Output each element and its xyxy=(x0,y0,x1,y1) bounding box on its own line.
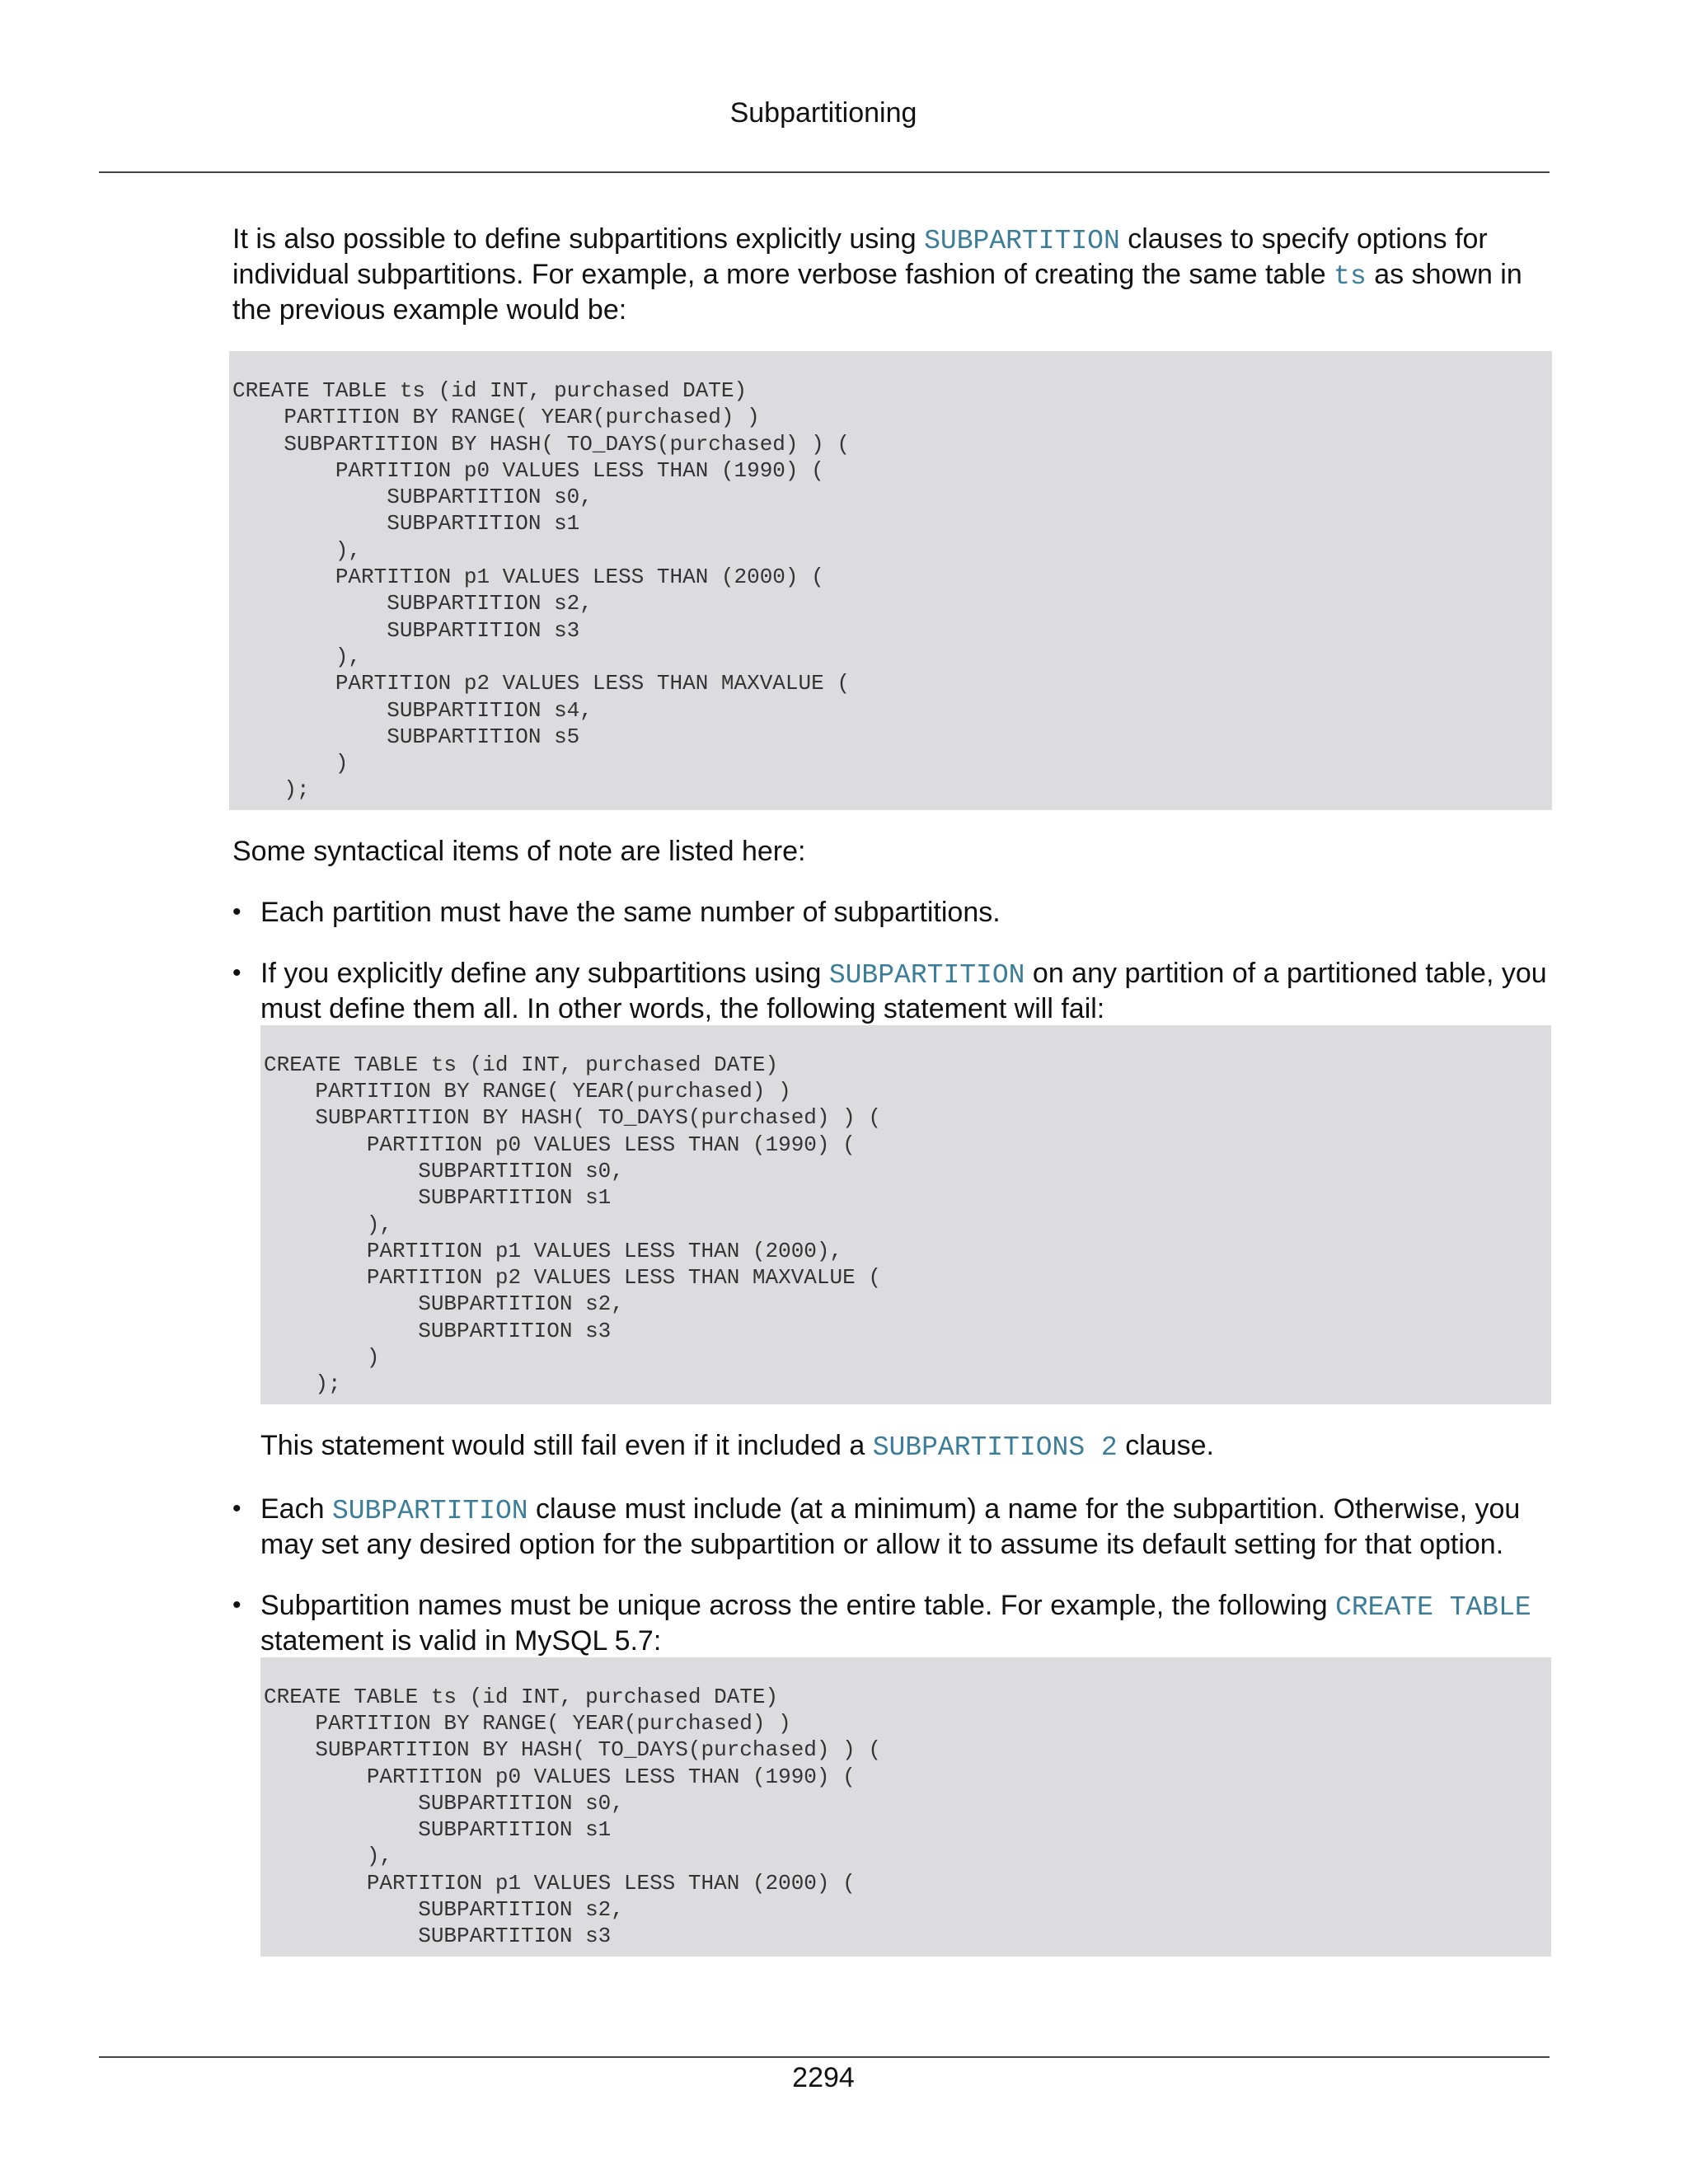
notes-intro-paragraph: Some syntactical items of note are listed here: xyxy=(232,835,806,867)
list-item-name-required xyxy=(232,1493,1551,1561)
text-segment: Each xyxy=(260,1493,332,1525)
footer-divider xyxy=(99,2056,1550,2058)
intro-text-1: It is also possible to define subpartitions explicitly using xyxy=(232,223,925,255)
bullet-icon: • xyxy=(232,1494,241,1522)
text-segment: If you explicitly define any subpartitions using xyxy=(260,957,829,989)
list-item-text xyxy=(260,1589,1551,1657)
list-item-followup-text xyxy=(260,1429,1551,1465)
inline-code-subpartitions-2: SUBPARTITIONS 2 xyxy=(872,1432,1118,1463)
intro-text-2: clauses to specify options for individual subpartitions. For example, a more verbose fashion of creating the same table xyxy=(232,223,1488,290)
list-item-define-all xyxy=(232,957,1551,1465)
text-segment: clause must include (at a minimum) a name for the subpartition. Otherwise, you may set any desired option for the subpartition or allow it to assume its default setting for that option. xyxy=(260,1493,1521,1560)
list-item-unique-names xyxy=(232,1589,1551,1957)
text-segment: clause. xyxy=(1117,1429,1214,1461)
intro-text-3: as shown in the previous example would be: xyxy=(232,259,1522,326)
list-item-same-number xyxy=(232,896,1551,929)
bullet-icon: • xyxy=(232,898,241,926)
list-item-text xyxy=(260,1493,1551,1561)
list-item-text: Each partition must have the same number of subpartitions. xyxy=(260,896,1001,928)
inline-code-subpartition: SUBPARTITION xyxy=(331,1495,528,1526)
main-content xyxy=(232,223,1551,1985)
page-number: 2294 xyxy=(792,2062,855,2093)
page-header-title: Subpartitioning xyxy=(729,97,917,129)
text-segment: Subpartition names must be unique across the entire table. For example, the following xyxy=(260,1589,1336,1621)
inline-code-subpartition: SUBPARTITION xyxy=(828,959,1025,991)
text-segment: on any partition of a partitioned table, you must define them all. In other words, the following statement will fail: xyxy=(260,957,1547,1024)
text-segment: statement is valid in MySQL 5.7: xyxy=(260,1624,662,1657)
code-block-verbose-example: CREATE TABLE ts (id INT, purchased DATE) PARTITION BY RANGE( YEAR(purchased) ) SUBPARTITION BY HASH( TO_DAYS(purchased) ) ( PARTITION p0 VALUES LESS THAN (1990) ( SUBPARTITION s0, SUBPARTITION s1 ), PARTITION p1 VALUES LESS THAN (2000) ( SUBPARTITION s2, SUBPARTITION s3 ), PARTITION p2 VALUES LESS THAN MAXVALUE ( SUBPARTITION s4, SUBPARTITION s5 ) ); xyxy=(229,351,1552,810)
notes-list xyxy=(232,896,1551,1957)
bullet-icon: • xyxy=(232,958,241,987)
inline-code-subpartition: SUBPARTITION xyxy=(924,226,1120,256)
inline-code-ts: ts xyxy=(1334,261,1367,292)
code-block-valid-statement: CREATE TABLE ts (id INT, purchased DATE) PARTITION BY RANGE( YEAR(purchased) ) SUBPARTITION BY HASH( TO_DAYS(purchased) ) ( PARTITION p0 VALUES LESS THAN (1990) ( SUBPARTITION s0, SUBPARTITION s1 ), PARTITION p1 VALUES LESS THAN (2000) ( SUBPARTITION s2, SUBPARTITION s3 xyxy=(260,1657,1551,1957)
inline-code-create-table: CREATE TABLE xyxy=(1335,1591,1531,1623)
list-item-text xyxy=(260,957,1551,1025)
intro-paragraph xyxy=(232,223,1551,326)
code-block-failing-statement: CREATE TABLE ts (id INT, purchased DATE) PARTITION BY RANGE( YEAR(purchased) ) SUBPARTITION BY HASH( TO_DAYS(purchased) ) ( PARTITION p0 VALUES LESS THAN (1990) ( SUBPARTITION s0, SUBPARTITION s1 ), PARTITION p1 VALUES LESS THAN (2000), PARTITION p2 VALUES LESS THAN MAXVALUE ( SUBPARTITION s2, SUBPARTITION s3 ) ); xyxy=(260,1025,1551,1404)
header-divider xyxy=(99,171,1550,173)
bullet-icon: • xyxy=(232,1591,241,1619)
text-segment: This statement would still fail even if it included a xyxy=(260,1429,873,1461)
